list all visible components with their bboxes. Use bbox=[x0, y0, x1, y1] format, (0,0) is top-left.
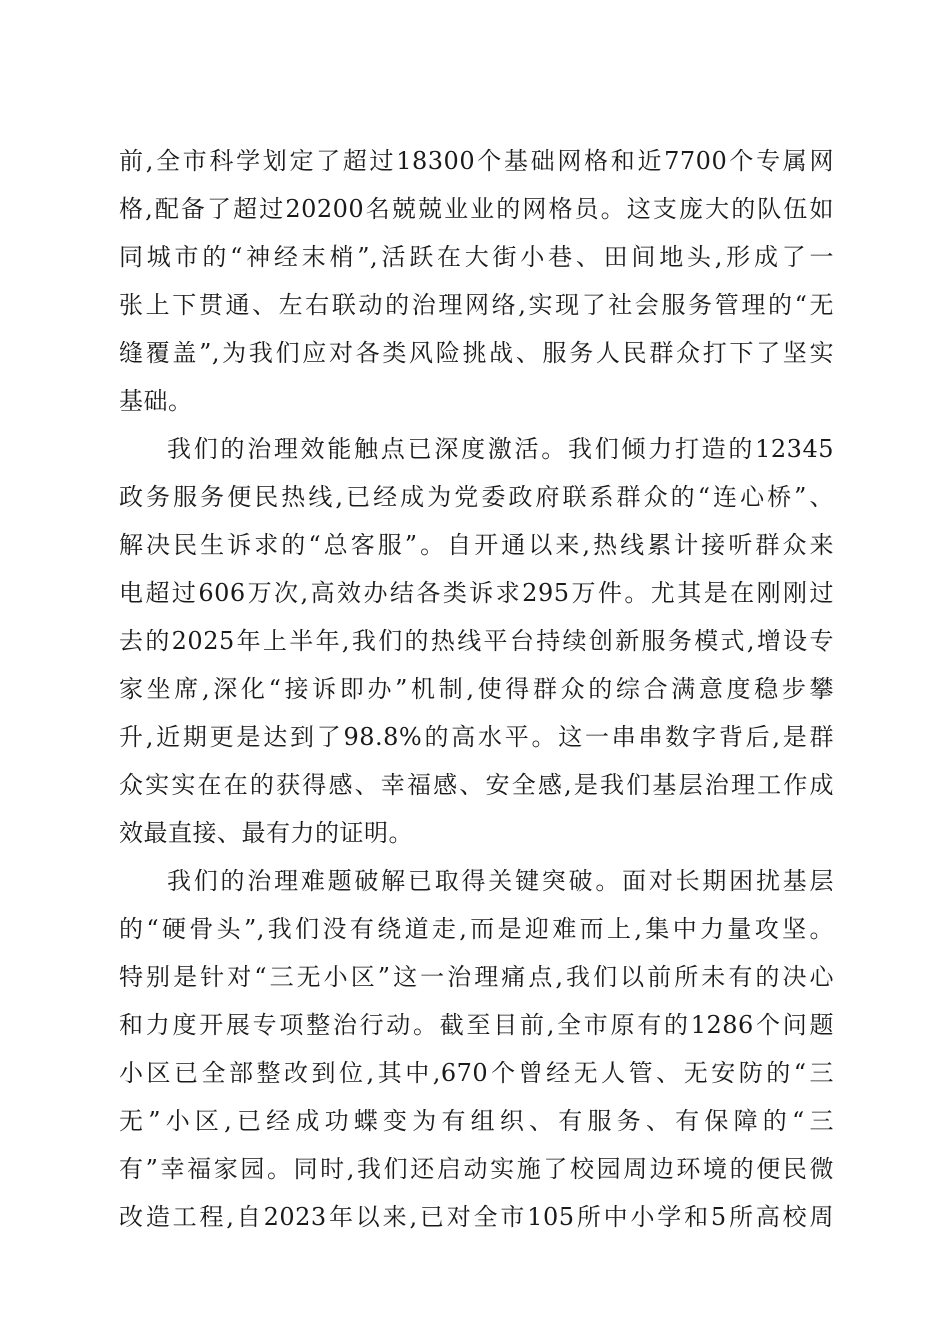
paragraph-line: 我们的治理效能触点已深度激活。我们倾力打造的12345 bbox=[167, 435, 834, 463]
paragraph-line: 解决民生诉求的“总客服”。自开通以来,热线累计接听群众来 bbox=[119, 531, 834, 559]
paragraph-line: 同城市的“神经末梢”,活跃在大街小巷、田间地头,形成了一 bbox=[119, 243, 834, 271]
paragraph-line: 小区已全部整改到位,其中,670个曾经无人管、无安防的“三 bbox=[119, 1059, 834, 1087]
paragraph-line: 政务服务便民热线,已经成为党委政府联系群众的“连心桥”、 bbox=[119, 483, 834, 511]
paragraph-line: 格,配备了超过20200名兢兢业业的网格员。这支庞大的队伍如 bbox=[119, 195, 834, 223]
paragraph-line: 我们的治理难题破解已取得关键突破。面对长期困扰基层 bbox=[167, 867, 834, 895]
paragraph-line: 有”幸福家园。同时,我们还启动实施了校园周边环境的便民微 bbox=[119, 1155, 834, 1183]
paragraph-line: 基础。 bbox=[119, 387, 193, 415]
paragraph-line: 和力度开展专项整治行动。截至目前,全市原有的1286个问题 bbox=[119, 1011, 834, 1039]
paragraph-line: 缝覆盖”,为我们应对各类风险挑战、服务人民群众打下了坚实 bbox=[119, 339, 834, 367]
paragraph-line: 无”小区,已经成功蝶变为有组织、有服务、有保障的“三 bbox=[119, 1107, 834, 1135]
paragraph-line: 张上下贯通、左右联动的治理网络,实现了社会服务管理的“无 bbox=[119, 291, 834, 319]
paragraph-line: 的“硬骨头”,我们没有绕道走,而是迎难而上,集中力量攻坚。 bbox=[119, 915, 834, 943]
paragraph-line: 效最直接、最有力的证明。 bbox=[119, 819, 413, 847]
paragraph-line: 去的2025年上半年,我们的热线平台持续创新服务模式,增设专 bbox=[119, 627, 834, 655]
paragraph-line: 前,全市科学划定了超过18300个基础网格和近7700个专属网 bbox=[119, 147, 834, 175]
paragraph-line: 家坐席,深化“接诉即办”机制,使得群众的综合满意度稳步攀 bbox=[119, 675, 834, 703]
document-body bbox=[119, 137, 834, 1241]
paragraph-line: 改造工程,自2023年以来,已对全市105所中小学和5所高校周 bbox=[119, 1203, 834, 1231]
paragraph-line: 电超过606万次,高效办结各类诉求295万件。尤其是在刚刚过 bbox=[119, 579, 834, 607]
paragraph-line: 特别是针对“三无小区”这一治理痛点,我们以前所未有的决心 bbox=[119, 963, 834, 991]
paragraph-line: 升,近期更是达到了98.8%的高水平。这一串串数字背后,是群 bbox=[119, 723, 834, 751]
paragraph-line: 众实实在在的获得感、幸福感、安全感,是我们基层治理工作成 bbox=[119, 771, 834, 799]
